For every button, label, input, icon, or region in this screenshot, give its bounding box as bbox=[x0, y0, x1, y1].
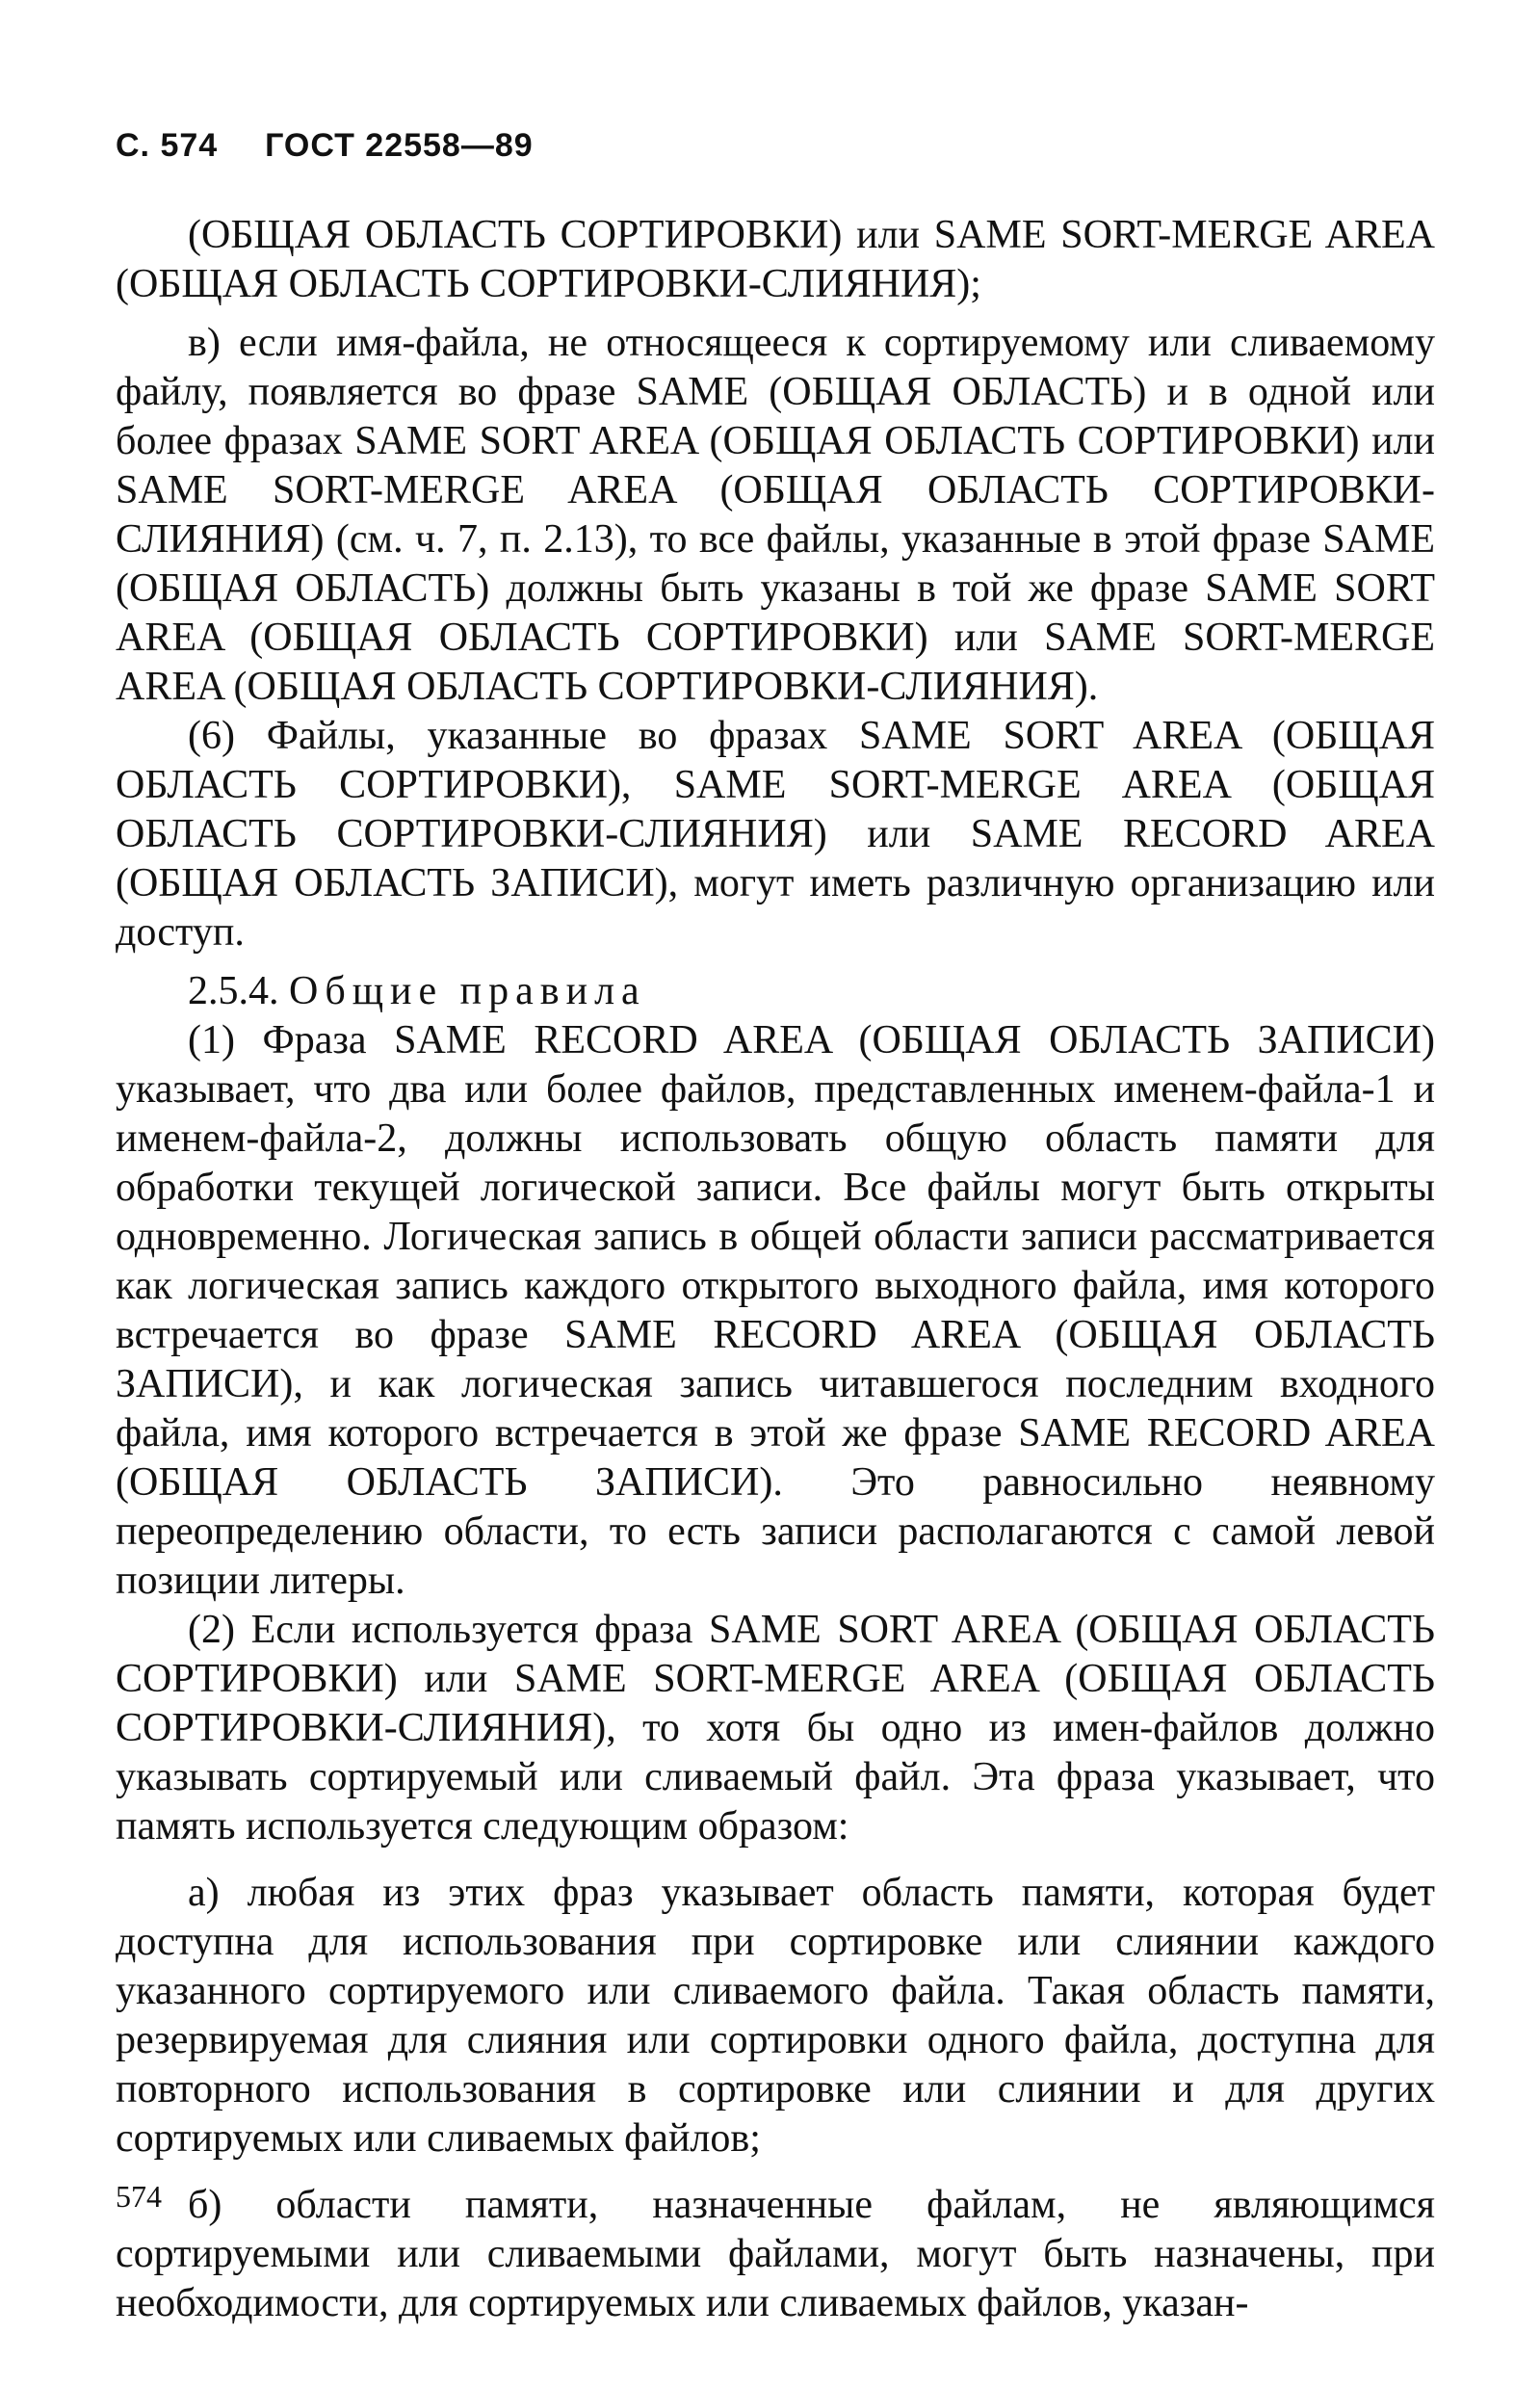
rule-2-item-b: б) области памяти, назначенные файлам, не являющимся сортируемыми или сливаемыми файлами, могут быть назначены, при необходимости, для сортируемых или сливаемых файлов, указан- bbox=[116, 2183, 1435, 2325]
section-heading bbox=[116, 967, 1435, 1016]
document-page bbox=[116, 127, 1435, 2328]
rule-2: (2) Если используется фраза SAME SORT AREA (ОБЩАЯ ОБЛАСТЬ СОРТИРОВКИ) или SAME SORT-MERGE AREA (ОБЩАЯ ОБЛАСТЬ СОРТИРОВКИ-СЛИЯНИЯ), то хотя бы одно из имен-файлов должно указывать сортируемый или сливаемый файл. Эта фраза указывает, что память используется следующим образом: bbox=[116, 1608, 1435, 1849]
paragraph-item-v: в) если имя-файла, не относящееся к сортируемому или сливаемому файлу, появляется во фразе SAME (ОБЩАЯ ОБЛАСТЬ) и в одной или более фразах SAME SORT AREA (ОБЩАЯ ОБЛАСТЬ СОРТИРОВКИ) или SAME SORT-MERGE AREA (ОБЩАЯ ОБЛАСТЬ СОРТИРОВКИ-СЛИЯНИЯ) (см. ч. 7, п. 2.13), то все файлы, указанные в этой фразе SAME (ОБЩАЯ ОБЛАСТЬ) должны быть указаны в той же фразе SAME SORT AREA (ОБЩАЯ ОБЛАСТЬ СОРТИРОВКИ) или SAME SORT-MERGE AREA (ОБЩАЯ ОБЛАСТЬ СОРТИРОВКИ-СЛИЯНИЯ). bbox=[116, 321, 1435, 709]
running-header bbox=[116, 127, 1435, 165]
section-number: 2.5.4. bbox=[188, 969, 279, 1013]
paragraph-continuation: (ОБЩАЯ ОБЛАСТЬ СОРТИРОВКИ) или SAME SORT-MERGE AREA (ОБЩАЯ ОБЛАСТЬ СОРТИРОВКИ-СЛИЯНИЯ); bbox=[116, 213, 1435, 306]
page-label: С. 574 bbox=[116, 127, 219, 164]
standard-designation: ГОСТ 22558—89 bbox=[265, 127, 534, 164]
rule-1: (1) Фраза SAME RECORD AREA (ОБЩАЯ ОБЛАСТЬ ЗАПИСИ) указывает, что два или более файлов, представленных именем-файла-1 и именем-файла-2, должны использовать общую область памяти для обработки текущей логической записи. Все файлы могут быть открыты одновременно. Логическая запись в общей области записи рассматривается как логическая запись каждого открытого выходного файла, имя которого встречается во фразе SAME RECORD AREA (ОБЩАЯ ОБЛАСТЬ ЗАПИСИ), и как логическая запись читавшегося последним входного файла, имя которого встречается в этой же фразе SAME RECORD AREA (ОБЩАЯ ОБЛАСТЬ ЗАПИСИ). Это равносильно неявному переопределению области, то есть записи располагаются с самой левой позиции литеры. bbox=[116, 1018, 1435, 1603]
page-number: 574 bbox=[116, 2179, 162, 2214]
section-title: Общие правила bbox=[289, 969, 646, 1013]
body-text bbox=[116, 211, 1435, 2328]
paragraph-item-6: (6) Файлы, указанные во фразах SAME SORT AREA (ОБЩАЯ ОБЛАСТЬ СОРТИРОВКИ), SAME SORT-MERGE AREA (ОБЩАЯ ОБЛАСТЬ СОРТИРОВКИ-СЛИЯНИЯ) или SAME RECORD AREA (ОБЩАЯ ОБЛАСТЬ ЗАПИСИ), могут иметь различную организацию или доступ. bbox=[116, 714, 1435, 955]
rule-2-item-a: а) любая из этих фраз указывает область памяти, которая будет доступна для использования при сортировке или слиянии каждого указанного сортируемого или сливаемого файла. Такая область памяти, резервируемая для слияния или сортировки одного файла, доступна для повторного использования в сортировке или слиянии и для других сортируемых или сливаемых файлов; bbox=[116, 1871, 1435, 2161]
